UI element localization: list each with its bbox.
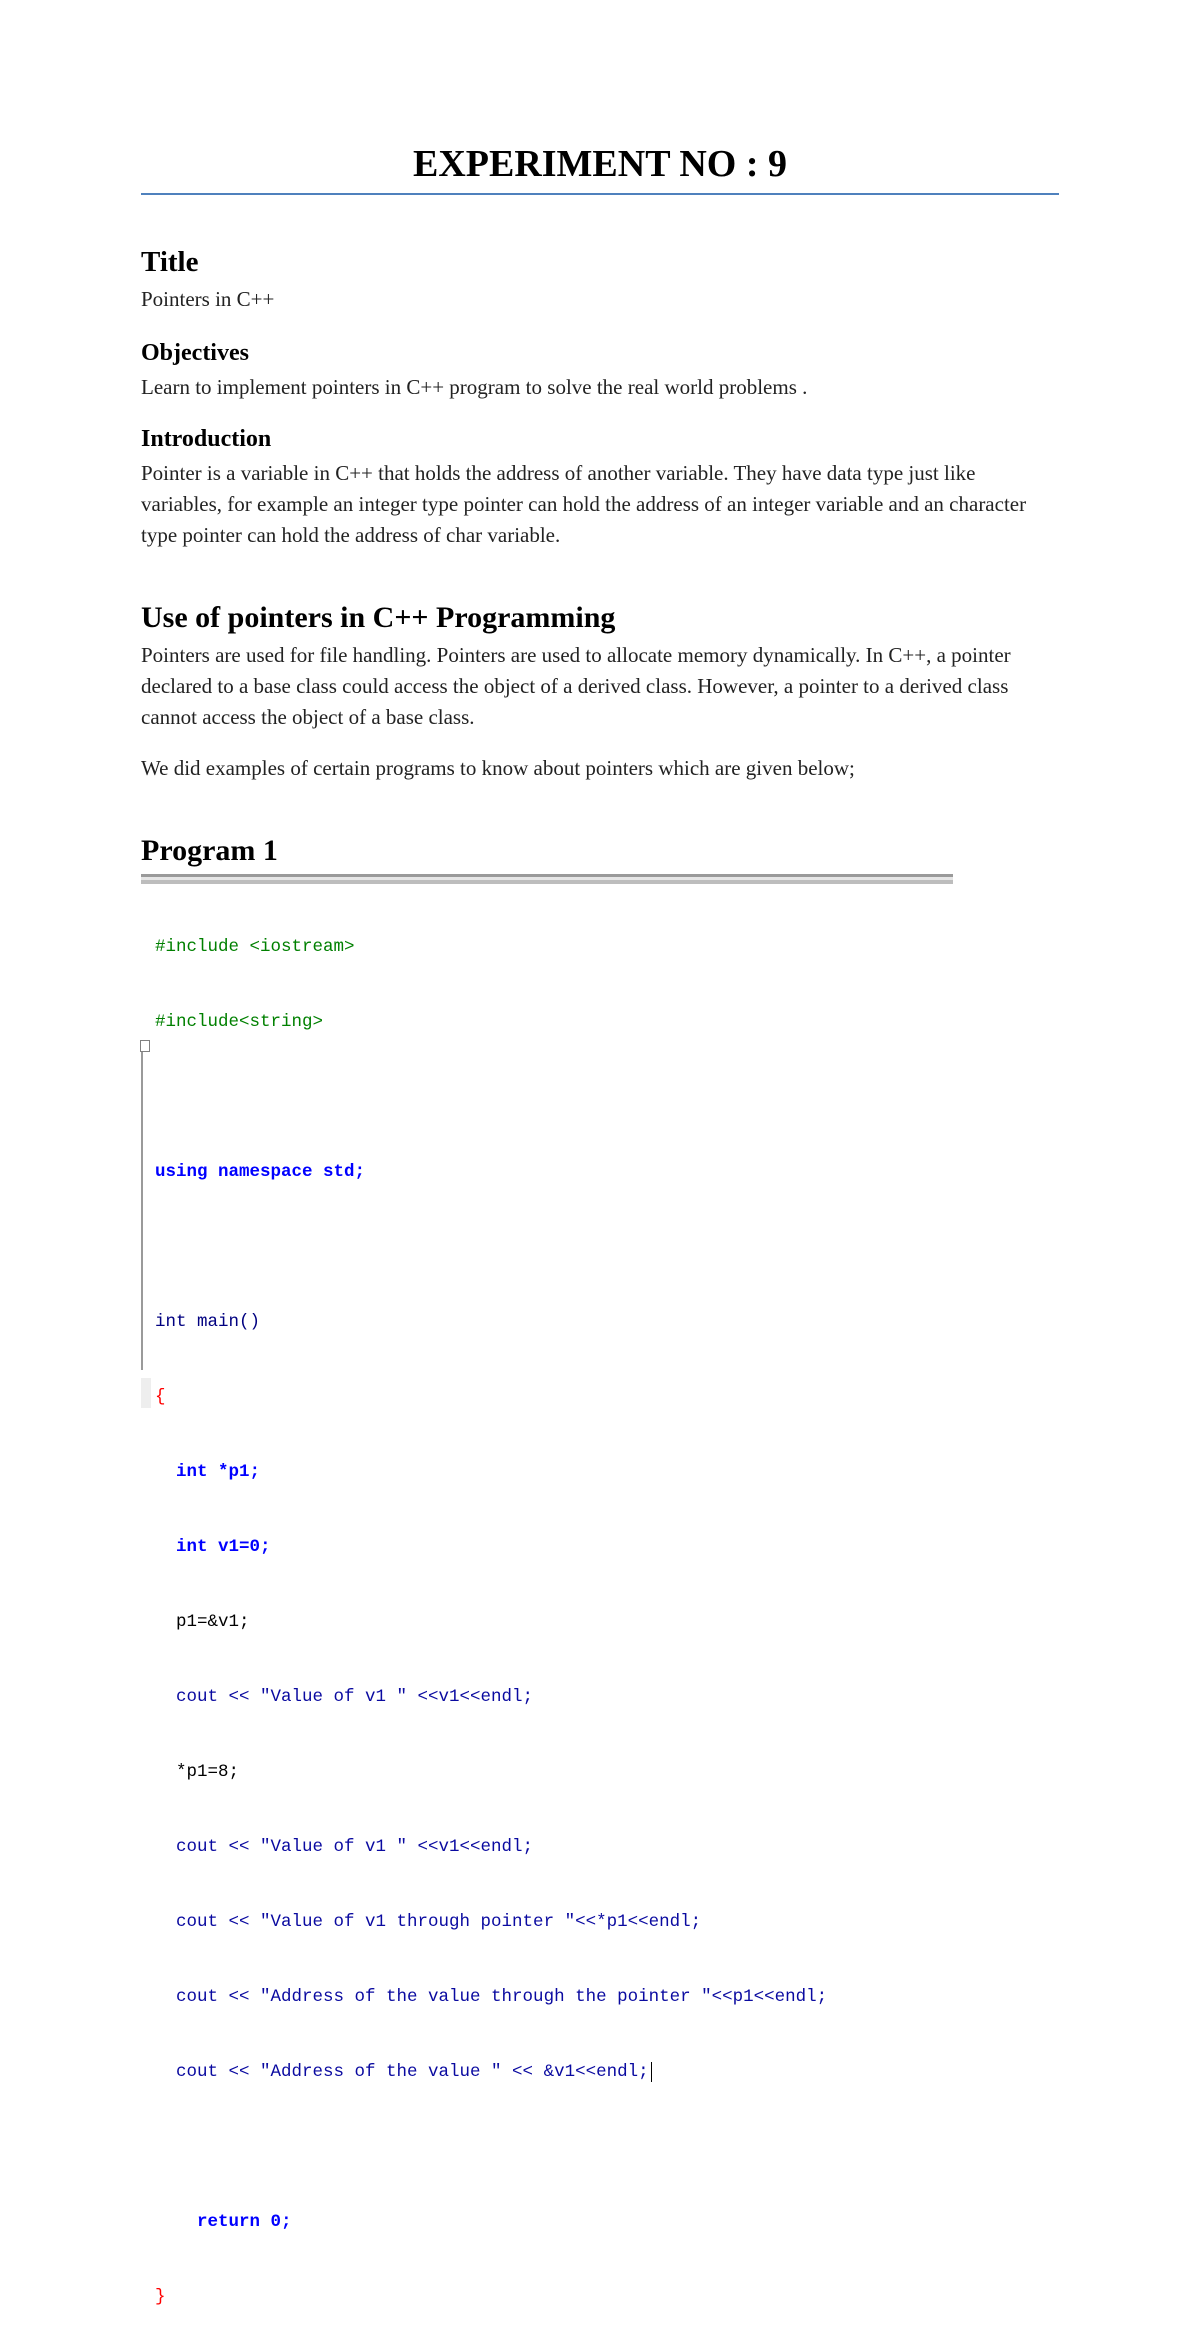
code-line bbox=[155, 1010, 827, 1035]
code-line bbox=[155, 1685, 827, 1710]
use-text: Pointers are used for file handling. Pointers are used to allocate memory dynamically. In C++, a pointer declared to a base class could access the object of a derived class. However, a pointer to a derived class cannot access the object of a base class. bbox=[141, 643, 1011, 729]
code-line-text: cout << "Value of v1 through pointer "<<*p1<<endl; bbox=[155, 1912, 702, 1932]
text-cursor bbox=[651, 2062, 652, 2082]
code-line-text: cout << "Address of the value " << &v1<<endl; bbox=[155, 2062, 649, 2082]
objectives-label: Objectives bbox=[141, 340, 249, 366]
code-line-text: cout << "Value of v1 " <<v1<<endl; bbox=[155, 1687, 534, 1707]
code-line bbox=[155, 1985, 827, 2010]
code-line bbox=[155, 2285, 827, 2310]
code-line bbox=[155, 1460, 827, 1485]
code-line-text: } bbox=[155, 2287, 166, 2307]
code-block bbox=[155, 885, 827, 2335]
code-line bbox=[155, 2060, 827, 2085]
title-value: Pointers in C++ bbox=[141, 287, 275, 311]
code-line-text: int main() bbox=[155, 1312, 261, 1332]
code-line bbox=[155, 1160, 827, 1185]
code-line-text: return 0; bbox=[155, 2212, 292, 2232]
code-line bbox=[155, 935, 827, 960]
program-heading: Program 1 bbox=[141, 834, 278, 867]
code-line bbox=[155, 2135, 827, 2160]
code-line-text: int *p1; bbox=[155, 1462, 261, 1482]
code-line bbox=[155, 1085, 827, 1110]
code-line bbox=[155, 1760, 827, 1785]
code-line-text: *p1=8; bbox=[155, 1762, 240, 1782]
code-line bbox=[155, 1835, 827, 1860]
code-line-text: #include <iostream> bbox=[155, 937, 355, 957]
code-line-text: cout << "Value of v1 " <<v1<<endl; bbox=[155, 1837, 534, 1857]
code-line-text: int v1=0; bbox=[155, 1537, 271, 1557]
code-fold-line bbox=[141, 1040, 151, 1370]
code-line-text: { bbox=[155, 1387, 166, 1407]
title-label: Title bbox=[141, 246, 199, 278]
introduction-text: Pointer is a variable in C++ that holds the address of another variable. They have data type just like variables, for example an integer type pointer can hold the address of an integer variable and an character type pointer can hold the address of char variable. bbox=[141, 461, 1027, 547]
code-line-text: p1=&v1; bbox=[155, 1612, 250, 1632]
code-line-text: using namespace std; bbox=[155, 1162, 366, 1182]
code-line-text: cout << "Address of the value through the pointer "<<p1<<endl; bbox=[155, 1987, 828, 2007]
code-line bbox=[155, 1310, 827, 1335]
code-line bbox=[155, 1910, 827, 1935]
code-gutter bbox=[141, 1378, 151, 1408]
objectives-text: Learn to implement pointers in C++ program to solve the real world problems . bbox=[141, 375, 808, 399]
code-editor-frame bbox=[141, 874, 953, 884]
heading-rule bbox=[141, 193, 1059, 195]
document-heading: EXPERIMENT NO : 9 bbox=[412, 143, 788, 185]
fold-collapse-icon[interactable] bbox=[140, 1040, 150, 1052]
code-line bbox=[155, 1535, 827, 1560]
introduction-label: Introduction bbox=[141, 426, 272, 452]
code-line bbox=[155, 2210, 827, 2235]
code-line bbox=[155, 1610, 827, 1635]
examples-text: We did examples of certain programs to know about pointers which are given below; bbox=[141, 756, 855, 780]
code-line bbox=[155, 1385, 827, 1410]
code-line bbox=[155, 1235, 827, 1260]
code-line-text: #include<string> bbox=[155, 1012, 324, 1032]
use-heading: Use of pointers in C++ Programming bbox=[141, 601, 616, 634]
